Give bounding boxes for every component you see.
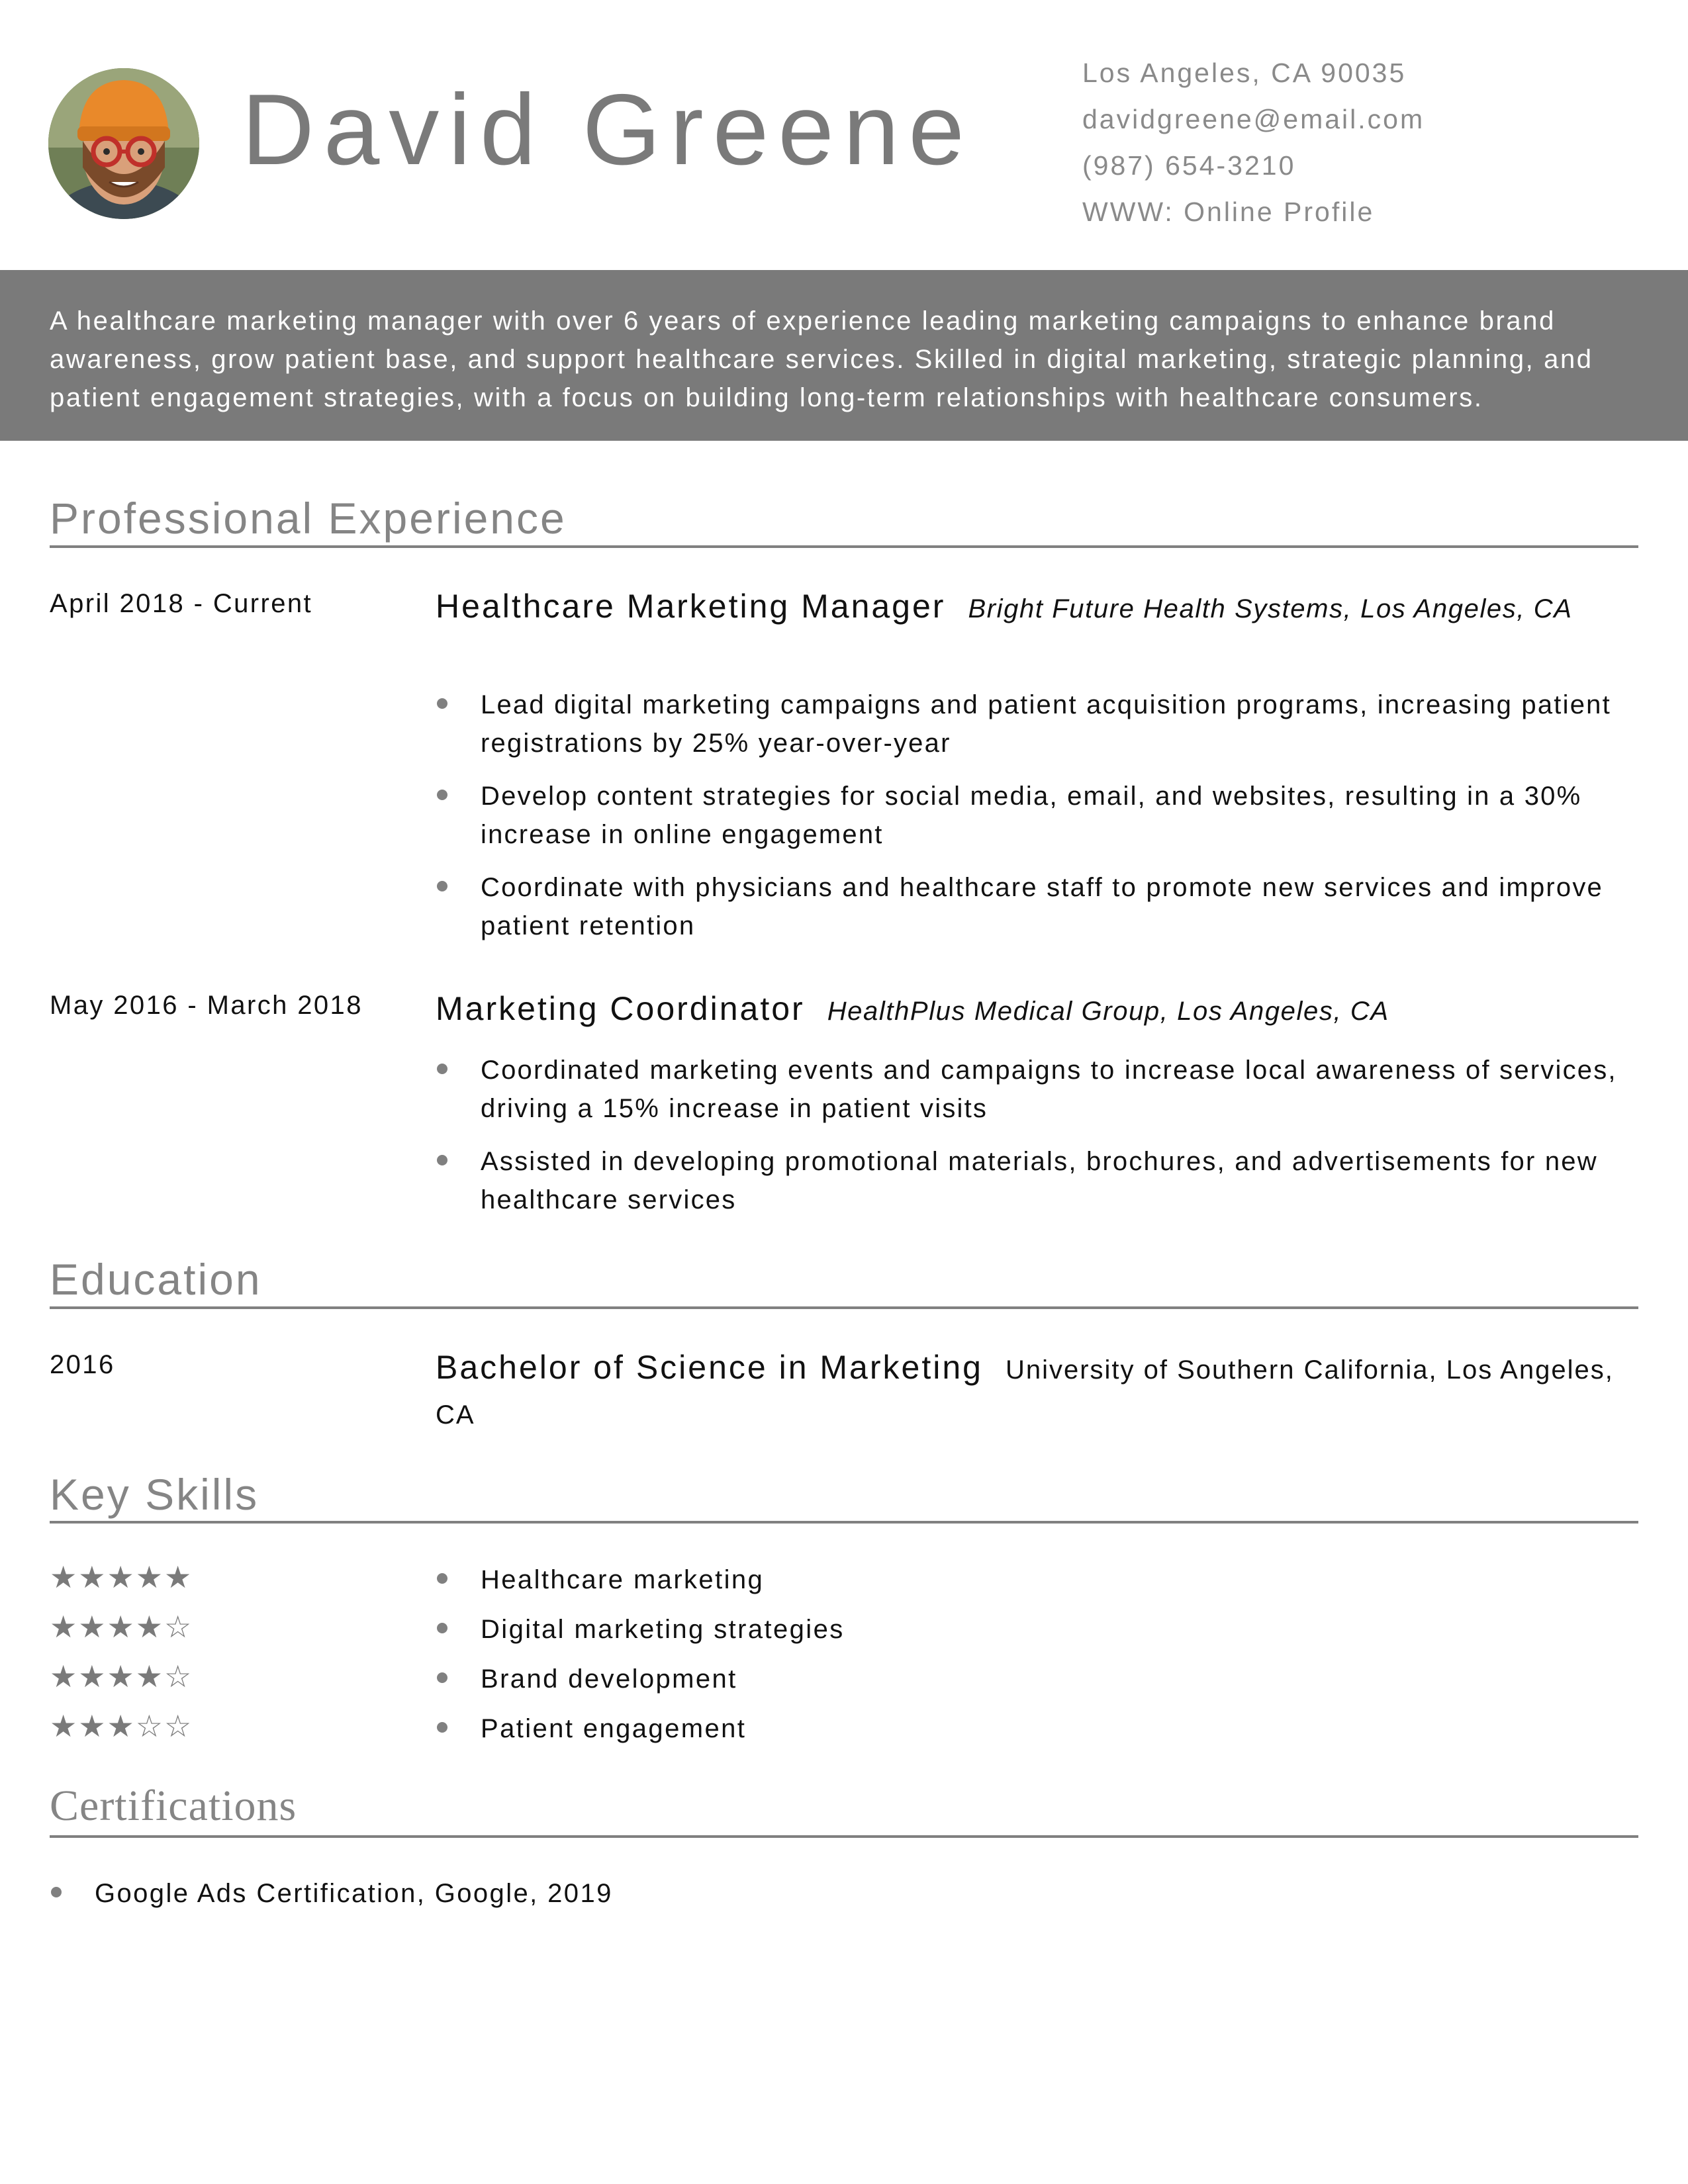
list-item: Patient engagement xyxy=(436,1709,845,1759)
job-dates: April 2018 - Current xyxy=(50,589,313,618)
star-filled-icon: ★ xyxy=(107,1709,136,1743)
list-item: Assisted in developing promotional materials, brochures, and advertisements for new healthcare services xyxy=(436,1142,1627,1219)
job-bullets xyxy=(436,1051,1627,1234)
list-item: Develop content strategies for social media, email, and websites, resulting in a 30% increase in online engagement xyxy=(436,777,1627,854)
star-filled-icon: ★ xyxy=(135,1659,164,1694)
job-organization: Bright Future Health Systems, Los Angeles, CA xyxy=(968,594,1573,623)
star-filled-icon: ★ xyxy=(164,1560,193,1594)
star-filled-icon: ★ xyxy=(135,1560,164,1594)
section-divider xyxy=(50,1306,1638,1309)
star-filled-icon: ★ xyxy=(107,1659,136,1694)
star-filled-icon: ★ xyxy=(50,1709,79,1743)
skill-rating xyxy=(50,1562,193,1592)
job-dates: May 2016 - March 2018 xyxy=(50,991,363,1020)
contact-email[interactable]: davidgreene@email.com xyxy=(1082,104,1425,134)
job-bullets xyxy=(436,686,1627,960)
candidate-name: David Greene xyxy=(242,73,974,186)
contact-block xyxy=(1082,54,1425,240)
star-empty-icon: ☆ xyxy=(135,1709,164,1743)
certifications-list xyxy=(50,1874,613,1913)
star-filled-icon: ★ xyxy=(135,1610,164,1644)
section-divider xyxy=(50,1835,1638,1838)
list-item: Google Ads Certification, Google, 2019 xyxy=(50,1874,613,1913)
star-filled-icon: ★ xyxy=(50,1560,79,1594)
star-filled-icon: ★ xyxy=(107,1610,136,1644)
job-title: Healthcare Marketing Manager xyxy=(436,588,946,625)
contact-location: Los Angeles, CA 90035 xyxy=(1082,58,1407,88)
star-empty-icon: ☆ xyxy=(164,1659,193,1694)
avatar xyxy=(48,68,199,219)
skills-list xyxy=(436,1561,845,1759)
education-year: 2016 xyxy=(50,1350,115,1379)
skill-rating xyxy=(50,1661,193,1692)
star-filled-icon: ★ xyxy=(78,1610,107,1644)
education-heading xyxy=(436,1345,1627,1437)
list-item: Lead digital marketing campaigns and patient acquisition programs, increasing patient registrations by 25% year-over-year xyxy=(436,686,1627,762)
contact-website[interactable]: WWW: Online Profile xyxy=(1082,197,1375,227)
school-name: University of Southern California, Los Angeles, CA xyxy=(436,1355,1614,1430)
list-item: Healthcare marketing xyxy=(436,1561,845,1610)
degree-title: Bachelor of Science in Marketing xyxy=(436,1349,983,1386)
skill-rating xyxy=(50,1711,193,1741)
star-filled-icon: ★ xyxy=(78,1659,107,1694)
star-filled-icon: ★ xyxy=(78,1560,107,1594)
list-item: Digital marketing strategies xyxy=(436,1610,845,1660)
job-organization: HealthPlus Medical Group, Los Angeles, CA xyxy=(827,997,1389,1026)
profile-photo-icon xyxy=(48,68,199,219)
section-title-experience: Professional Experience xyxy=(50,494,567,543)
section-divider xyxy=(50,1521,1638,1524)
list-item: Coordinated marketing events and campaigns to increase local awareness of services, driving a 15% increase in patient visits xyxy=(436,1051,1627,1128)
job-title: Marketing Coordinator xyxy=(436,990,805,1027)
skill-rating xyxy=(50,1612,193,1642)
section-title-certifications: Certifications xyxy=(50,1782,297,1830)
section-title-education: Education xyxy=(50,1255,262,1304)
star-filled-icon: ★ xyxy=(50,1659,79,1694)
section-title-skills: Key Skills xyxy=(50,1470,259,1519)
star-empty-icon: ☆ xyxy=(164,1709,193,1743)
star-filled-icon: ★ xyxy=(78,1709,107,1743)
star-filled-icon: ★ xyxy=(50,1610,79,1644)
list-item: Brand development xyxy=(436,1660,845,1709)
summary-banner: A healthcare marketing manager with over 6 years of experience leading marketing campaigns to enhance brand awareness, grow patient base, and support healthcare services. Skilled in digital marketing, strategic planning, and patient engagement strategies, with a focus on building long-term relationships with healthcare consumers. xyxy=(0,270,1688,441)
star-empty-icon: ☆ xyxy=(164,1610,193,1644)
contact-phone[interactable]: (987) 654-3210 xyxy=(1082,150,1296,181)
star-filled-icon: ★ xyxy=(107,1560,136,1594)
job-heading xyxy=(436,584,1627,631)
section-divider xyxy=(50,545,1638,548)
list-item: Coordinate with physicians and healthcare staff to promote new services and improve patient retention xyxy=(436,868,1627,945)
job-heading xyxy=(436,986,1627,1034)
